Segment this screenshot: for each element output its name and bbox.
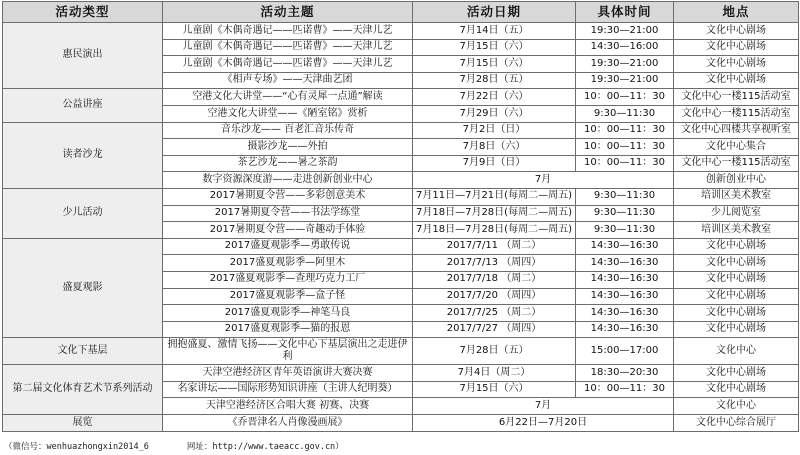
place-cell: 文化中心集合	[674, 139, 799, 156]
date-cell: 7月4日（周二）	[413, 365, 576, 382]
topic-cell: 空港文化大讲堂——“心有灵犀一点通”解读	[163, 89, 413, 106]
place-cell: 文化中心剧场	[674, 238, 799, 255]
place-cell: 创新创业中心	[674, 172, 799, 189]
place-cell: 文化中心一楼115活动室	[674, 155, 799, 172]
topic-cell: 儿童剧《木偶奇遇记——匹诺曹》——天津儿艺	[163, 39, 413, 56]
date-cell: 7月18日—7月28日(每周二—周五)	[413, 222, 576, 239]
date-cell: 7月28日（五）	[413, 338, 576, 365]
place-cell: 文化中心	[674, 338, 799, 365]
time-cell: 18:30—20:30	[576, 365, 674, 382]
topic-cell: 天津空港经济区合唱大赛 初赛、决赛	[163, 398, 413, 415]
time-cell: 9:30—11:30	[576, 188, 674, 205]
place-cell: 文化中心剧场	[674, 23, 799, 40]
time-cell: 15:00—17:00	[576, 338, 674, 365]
topic-cell: 2017盛夏观影季—勇敢传说	[163, 238, 413, 255]
topic-cell: 音乐沙龙—— 百老汇音乐传奇	[163, 122, 413, 139]
place-cell: 文化中心剧场	[674, 255, 799, 272]
topic-cell: 儿童剧《木偶奇遇记——匹诺曹》——天津儿艺	[163, 56, 413, 73]
date-cell: 2017/7/11 （周二）	[413, 238, 576, 255]
table-row	[3, 23, 799, 40]
category-cell: 读者沙龙	[3, 122, 163, 188]
time-cell: 10：00—11：30	[576, 139, 674, 156]
table-row	[3, 338, 799, 365]
date-cell: 7月15日（六）	[413, 381, 576, 398]
topic-cell: 2017盛夏观影季—阿里木	[163, 255, 413, 272]
time-cell: 14:30—16:30	[576, 288, 674, 305]
place-cell: 文化中心剧场	[674, 39, 799, 56]
activity-schedule-table	[2, 1, 799, 432]
date-cell: 7月29日（六）	[413, 105, 576, 122]
date-cell: 7月22日（六）	[413, 89, 576, 106]
time-cell: 10：00—11：30	[576, 122, 674, 139]
footer-note	[4, 440, 344, 452]
time-cell: 14:30—16:30	[576, 305, 674, 322]
topic-cell: 2017暑期夏令营——书法学练堂	[163, 205, 413, 222]
time-cell: 10：00—11：30	[576, 155, 674, 172]
topic-cell: 茶艺沙龙——暑之茶韵	[163, 155, 413, 172]
category-cell: 公益讲座	[3, 89, 163, 122]
category-cell: 文化下基层	[3, 338, 163, 365]
table-row	[3, 365, 799, 382]
place-cell: 文化中心一楼115活动室	[674, 89, 799, 106]
topic-cell: 摄影沙龙——外拍	[163, 139, 413, 156]
place-cell: 少儿阅览室	[674, 205, 799, 222]
place-cell: 文化中心剧场	[674, 381, 799, 398]
place-cell: 文化中心剧场	[674, 305, 799, 322]
time-cell: 14:30—16:30	[576, 321, 674, 338]
table-row	[3, 188, 799, 205]
topic-cell: 2017盛夏观影季—神笔马良	[163, 305, 413, 322]
date-cell: 2017/7/20 （周四）	[413, 288, 576, 305]
topic-cell: 空港文化大讲堂——《陋室铭》赏析	[163, 105, 413, 122]
topic-cell: 数字资源深度游——走进创新创业中心	[163, 172, 413, 189]
topic-cell: 2017暑期夏令营——多彩创意美术	[163, 188, 413, 205]
topic-cell: 2017暑期夏令营——奇趣动手体验	[163, 222, 413, 239]
time-cell: 19:30—21:00	[576, 72, 674, 89]
time-cell: 10：00—11：30	[576, 381, 674, 398]
header-specific-time: 具体时间	[576, 2, 674, 23]
place-cell: 文化中心剧场	[674, 271, 799, 288]
date-cell: 6月22日—7月20日	[413, 415, 674, 432]
table-row	[3, 89, 799, 106]
topic-cell: 2017盛夏观影季—猫的报恩	[163, 321, 413, 338]
time-cell: 9:30—11:30	[576, 222, 674, 239]
date-cell: 7月18日—7月28日(每周二—周五)	[413, 205, 576, 222]
date-cell: 7月15日（六）	[413, 39, 576, 56]
wechat-id-text: （微信号：wenhuazhongxin2014_6	[4, 442, 149, 452]
date-cell: 7月11日—7月21日(每周二—周五)	[413, 188, 576, 205]
date-cell: 7月8日（六）	[413, 139, 576, 156]
time-cell: 9:30—11:30	[576, 105, 674, 122]
date-cell: 7月14日（五）	[413, 23, 576, 40]
date-cell: 7月2日（日）	[413, 122, 576, 139]
category-cell: 展览	[3, 415, 163, 432]
date-cell: 7月	[413, 398, 674, 415]
table-row	[3, 238, 799, 255]
website-text: 网址：http://www.taeacc.gov.cn）	[186, 442, 344, 452]
time-cell: 10：00—11：30	[576, 89, 674, 106]
header-location: 地点	[674, 2, 799, 23]
place-cell: 文化中心剧场	[674, 365, 799, 382]
place-cell: 文化中心剧场	[674, 288, 799, 305]
category-cell: 少儿活动	[3, 188, 163, 238]
category-cell: 惠民演出	[3, 23, 163, 89]
time-cell: 14:30—16:00	[576, 39, 674, 56]
place-cell: 文化中心四楼共享视听室	[674, 122, 799, 139]
time-cell: 14:30—16:30	[576, 238, 674, 255]
place-cell: 培训区美术教室	[674, 222, 799, 239]
place-cell: 文化中心剧场	[674, 321, 799, 338]
date-cell: 7月	[413, 172, 674, 189]
header-activity-date: 活动日期	[413, 2, 576, 23]
place-cell: 文化中心综合展厅	[674, 415, 799, 432]
table-header-row	[3, 2, 799, 23]
time-cell: 9:30—11:30	[576, 205, 674, 222]
date-cell: 7月9日（日）	[413, 155, 576, 172]
topic-cell: 天津空港经济区青年英语演讲大赛决赛	[163, 365, 413, 382]
topic-cell: 2017盛夏观影季—盒子怪	[163, 288, 413, 305]
topic-cell: 儿童剧《木偶奇遇记——匹诺曹》——天津儿艺	[163, 23, 413, 40]
time-cell: 14:30—16:30	[576, 255, 674, 272]
topic-cell: 《乔晋津名人肖像漫画展》	[163, 415, 413, 432]
header-activity-topic: 活动主题	[163, 2, 413, 23]
time-cell: 19:30—21:00	[576, 23, 674, 40]
date-cell: 2017/7/18 （周二）	[413, 271, 576, 288]
topic-cell: 名家讲坛——国际形势知识讲座（主讲人纪明葵）	[163, 381, 413, 398]
topic-cell: 《相声专场》——天津曲艺团	[163, 72, 413, 89]
time-cell: 14:30—16:30	[576, 271, 674, 288]
category-cell: 盛夏观影	[3, 238, 163, 338]
date-cell: 7月15日（六）	[413, 56, 576, 73]
date-cell: 2017/7/27 （周四）	[413, 321, 576, 338]
date-cell: 2017/7/13 （周四）	[413, 255, 576, 272]
header-activity-type: 活动类型	[3, 2, 163, 23]
topic-cell: 2017盛夏观影季—查理巧克力工厂	[163, 271, 413, 288]
place-cell: 培训区美术教室	[674, 188, 799, 205]
place-cell: 文化中心剧场	[674, 56, 799, 73]
category-cell: 第二届文化体育艺术节系列活动	[3, 365, 163, 415]
table-row	[3, 122, 799, 139]
place-cell: 文化中心剧场	[674, 72, 799, 89]
topic-cell: 拥抱盛夏、激情飞扬——文化中心下基层演出之走进伊利	[163, 338, 413, 365]
place-cell: 文化中心一楼115活动室	[674, 105, 799, 122]
table-row	[3, 415, 799, 432]
place-cell: 文化中心	[674, 398, 799, 415]
date-cell: 7月28日（五）	[413, 72, 576, 89]
date-cell: 2017/7/25 （周二）	[413, 305, 576, 322]
time-cell: 19:30—21:00	[576, 56, 674, 73]
